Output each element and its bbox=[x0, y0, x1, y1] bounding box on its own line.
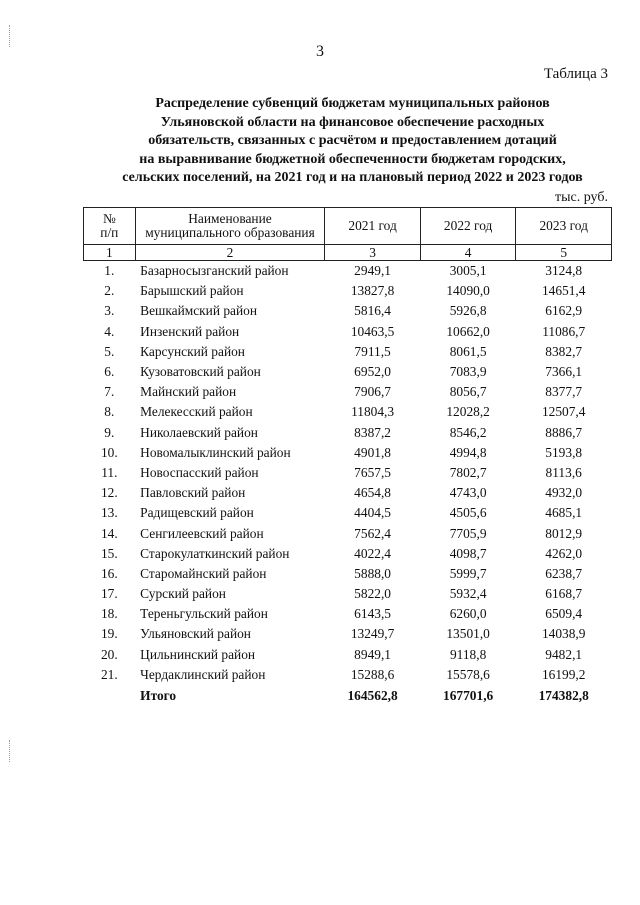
row-value-2023: 8113,6 bbox=[545, 464, 582, 480]
table-row bbox=[84, 665, 612, 685]
table-row bbox=[84, 503, 612, 523]
row-district-name: Базарносызганский район bbox=[140, 263, 289, 279]
header-2021: 2021 год bbox=[325, 208, 421, 245]
row-value-2022: 10662,0 bbox=[446, 323, 490, 339]
row-value-2021: 4901,8 bbox=[354, 444, 391, 460]
row-value-2022: 3005,1 bbox=[449, 263, 487, 279]
row-value-2023: 11086,7 bbox=[542, 323, 586, 339]
title-line: на выравнивание бюджетной обеспеченности бюджетам городских, bbox=[139, 151, 566, 167]
table-label: Таблица 3 bbox=[543, 66, 608, 82]
total-number bbox=[84, 685, 136, 706]
row-number: 16. bbox=[100, 565, 118, 581]
subventions-table bbox=[83, 207, 612, 706]
title-line: Распределение субвенций бюджетам муниципальных районов bbox=[155, 96, 550, 111]
row-number: 4. bbox=[104, 323, 115, 339]
row-number: 2. bbox=[104, 283, 115, 299]
row-value-2023: 14038,9 bbox=[541, 626, 586, 642]
column-index: 3 bbox=[325, 245, 421, 261]
row-value-2021: 8949,1 bbox=[354, 646, 391, 662]
row-value-2023: 4262,0 bbox=[545, 545, 583, 561]
table-row bbox=[84, 483, 612, 503]
row-value-2023: 6509,4 bbox=[545, 606, 583, 622]
row-number: 3. bbox=[104, 303, 115, 319]
page-number: 3 bbox=[316, 43, 324, 60]
table-row bbox=[84, 523, 612, 543]
total-2021: 164562,8 bbox=[347, 687, 398, 703]
header-name-line: муниципального образования bbox=[145, 225, 315, 240]
header-2022: 2022 год bbox=[420, 208, 516, 245]
row-value-2022: 5999,7 bbox=[449, 565, 487, 581]
total-2023: 174382,8 bbox=[538, 687, 589, 703]
row-district-name: Карсунский район bbox=[140, 343, 245, 359]
row-number: 5. bbox=[104, 343, 115, 359]
row-value-2021: 8387,2 bbox=[354, 424, 391, 440]
row-district-name: Барышский район bbox=[140, 283, 244, 299]
table-body bbox=[84, 261, 612, 706]
row-value-2023: 5193,8 bbox=[545, 444, 583, 460]
column-index: 4 bbox=[420, 245, 516, 261]
column-index: 2 bbox=[135, 245, 325, 261]
table-row bbox=[84, 402, 612, 422]
row-value-2022: 8546,2 bbox=[449, 424, 487, 440]
row-value-2022: 4743,0 bbox=[449, 485, 487, 501]
table-row bbox=[84, 443, 612, 463]
row-value-2022: 8061,5 bbox=[449, 343, 487, 359]
row-value-2023: 4932,0 bbox=[545, 485, 583, 501]
table-row bbox=[84, 544, 612, 564]
row-value-2023: 6238,7 bbox=[545, 565, 583, 581]
row-value-2022: 7802,7 bbox=[449, 464, 487, 480]
row-value-2022: 5926,8 bbox=[449, 303, 487, 319]
row-value-2021: 6952,0 bbox=[354, 364, 391, 380]
header-2023: 2023 год bbox=[516, 208, 612, 245]
row-value-2023: 16199,2 bbox=[541, 666, 586, 682]
row-number: 17. bbox=[100, 586, 118, 602]
row-value-2021: 7911,5 bbox=[354, 343, 391, 359]
row-district-name: Майнский район bbox=[140, 384, 237, 400]
row-district-name: Вешкаймский район bbox=[140, 303, 258, 319]
row-value-2021: 4404,5 bbox=[354, 505, 391, 521]
column-index: 5 bbox=[516, 245, 612, 261]
row-number: 15. bbox=[100, 545, 118, 561]
row-value-2022: 5932,4 bbox=[449, 586, 487, 602]
row-value-2021: 6143,5 bbox=[354, 606, 391, 622]
row-value-2021: 13249,7 bbox=[350, 626, 395, 642]
row-number: 6. bbox=[104, 364, 115, 380]
row-district-name: Сенгилеевский район bbox=[140, 525, 264, 541]
row-value-2021: 11804,3 bbox=[351, 404, 395, 420]
row-district-name: Старомайнский район bbox=[140, 565, 267, 581]
table-row bbox=[84, 423, 612, 443]
row-district-name: Инзенский район bbox=[140, 323, 240, 339]
row-value-2021: 5816,4 bbox=[354, 303, 391, 319]
row-value-2023: 8886,7 bbox=[545, 424, 583, 440]
row-value-2022: 7083,9 bbox=[449, 364, 487, 380]
title-line: обязательств, связанных с расчётом и предоставлением дотаций bbox=[148, 133, 557, 149]
row-value-2022: 8056,7 bbox=[449, 384, 487, 400]
row-value-2021: 4654,8 bbox=[354, 485, 391, 501]
row-district-name: Ульяновский район bbox=[140, 626, 251, 642]
row-value-2021: 7657,5 bbox=[354, 464, 391, 480]
row-value-2022: 13501,0 bbox=[446, 626, 490, 642]
row-district-name: Тереньгульский район bbox=[140, 606, 268, 622]
row-number: 9. bbox=[104, 424, 115, 440]
table-row bbox=[84, 382, 612, 402]
row-value-2023: 14651,4 bbox=[541, 283, 586, 299]
row-value-2023: 6168,7 bbox=[545, 586, 583, 602]
row-value-2022: 6260,0 bbox=[449, 606, 487, 622]
row-value-2021: 10463,5 bbox=[350, 323, 395, 339]
total-row bbox=[84, 685, 612, 706]
table-row bbox=[84, 624, 612, 644]
header-number bbox=[84, 208, 136, 245]
table-row bbox=[84, 281, 612, 301]
margin-dotted-mark bbox=[9, 740, 10, 762]
row-value-2021: 2949,1 bbox=[354, 263, 391, 279]
table-row bbox=[84, 645, 612, 665]
row-value-2021: 15288,6 bbox=[350, 666, 395, 682]
table-row bbox=[84, 584, 612, 604]
row-district-name: Новоспасский район bbox=[140, 464, 259, 480]
header-name-line: Наименование bbox=[188, 211, 272, 226]
row-district-name: Новомалыклинский район bbox=[140, 444, 291, 460]
row-district-name: Николаевский район bbox=[140, 424, 258, 440]
row-value-2023: 9482,1 bbox=[545, 646, 583, 662]
row-number: 20. bbox=[100, 646, 118, 662]
total-label: Итого bbox=[140, 687, 177, 703]
row-number: 19. bbox=[100, 626, 118, 642]
row-value-2022: 4098,7 bbox=[449, 545, 487, 561]
row-value-2023: 8012,9 bbox=[545, 525, 583, 541]
row-value-2022: 4505,6 bbox=[449, 505, 487, 521]
row-number: 11. bbox=[101, 464, 118, 480]
row-value-2023: 12507,4 bbox=[541, 404, 586, 420]
row-number: 14. bbox=[100, 525, 118, 541]
row-number: 21. bbox=[100, 666, 118, 682]
row-number: 12. bbox=[100, 485, 118, 501]
row-value-2022: 7705,9 bbox=[449, 525, 487, 541]
row-district-name: Павловский район bbox=[140, 485, 246, 501]
row-value-2023: 8382,7 bbox=[545, 343, 583, 359]
table-row bbox=[84, 604, 612, 624]
row-value-2021: 7906,7 bbox=[354, 384, 391, 400]
row-value-2023: 3124,8 bbox=[545, 263, 583, 279]
table-row bbox=[84, 301, 612, 321]
column-index-row bbox=[84, 245, 612, 261]
column-index: 1 bbox=[84, 245, 136, 261]
row-value-2022: 15578,6 bbox=[446, 666, 490, 682]
row-district-name: Сурский район bbox=[140, 586, 226, 602]
header-number-line: № bbox=[102, 211, 116, 226]
title-line: Ульяновской области на финансовое обеспечение расходных bbox=[160, 114, 545, 130]
row-district-name: Радищевский район bbox=[140, 505, 254, 521]
table-row bbox=[84, 564, 612, 584]
total-2022: 167701,6 bbox=[443, 687, 494, 703]
title-line: сельских поселений, на 2021 год и на плановый период 2022 и 2023 годов bbox=[122, 170, 583, 186]
table-row bbox=[84, 261, 612, 282]
row-number: 7. bbox=[104, 384, 115, 400]
row-value-2022: 9118,8 bbox=[449, 646, 487, 662]
row-value-2023: 4685,1 bbox=[545, 505, 583, 521]
row-value-2021: 7562,4 bbox=[354, 525, 391, 541]
row-district-name: Мелекесский район bbox=[140, 404, 253, 420]
row-value-2023: 8377,7 bbox=[545, 384, 583, 400]
row-value-2023: 6162,9 bbox=[545, 303, 583, 319]
row-value-2022: 14090,0 bbox=[446, 283, 490, 299]
row-district-name: Кузоватовский район bbox=[140, 364, 261, 380]
header-number-line: п/п bbox=[100, 225, 119, 240]
table-row bbox=[84, 322, 612, 342]
row-number: 13. bbox=[100, 505, 118, 521]
header-row bbox=[84, 208, 612, 245]
row-district-name: Цильнинский район bbox=[140, 646, 256, 662]
table-row bbox=[84, 362, 612, 382]
row-value-2021: 4022,4 bbox=[354, 545, 391, 561]
row-value-2021: 13827,8 bbox=[350, 283, 395, 299]
document-title bbox=[80, 95, 625, 188]
row-district-name: Чердаклинский район bbox=[140, 666, 266, 682]
row-value-2023: 7366,1 bbox=[545, 364, 583, 380]
row-number: 1. bbox=[104, 263, 115, 279]
row-number: 8. bbox=[104, 404, 115, 420]
row-value-2022: 4994,8 bbox=[449, 444, 487, 460]
row-value-2022: 12028,2 bbox=[446, 404, 490, 420]
row-value-2021: 5822,0 bbox=[354, 586, 391, 602]
header-name bbox=[135, 208, 325, 245]
table-row bbox=[84, 342, 612, 362]
row-district-name: Старокулаткинский район bbox=[140, 545, 290, 561]
table-row bbox=[84, 463, 612, 483]
row-number: 18. bbox=[100, 606, 118, 622]
row-value-2021: 5888,0 bbox=[354, 565, 391, 581]
units-label: тыс. руб. bbox=[555, 190, 608, 205]
row-number: 10. bbox=[100, 444, 118, 460]
